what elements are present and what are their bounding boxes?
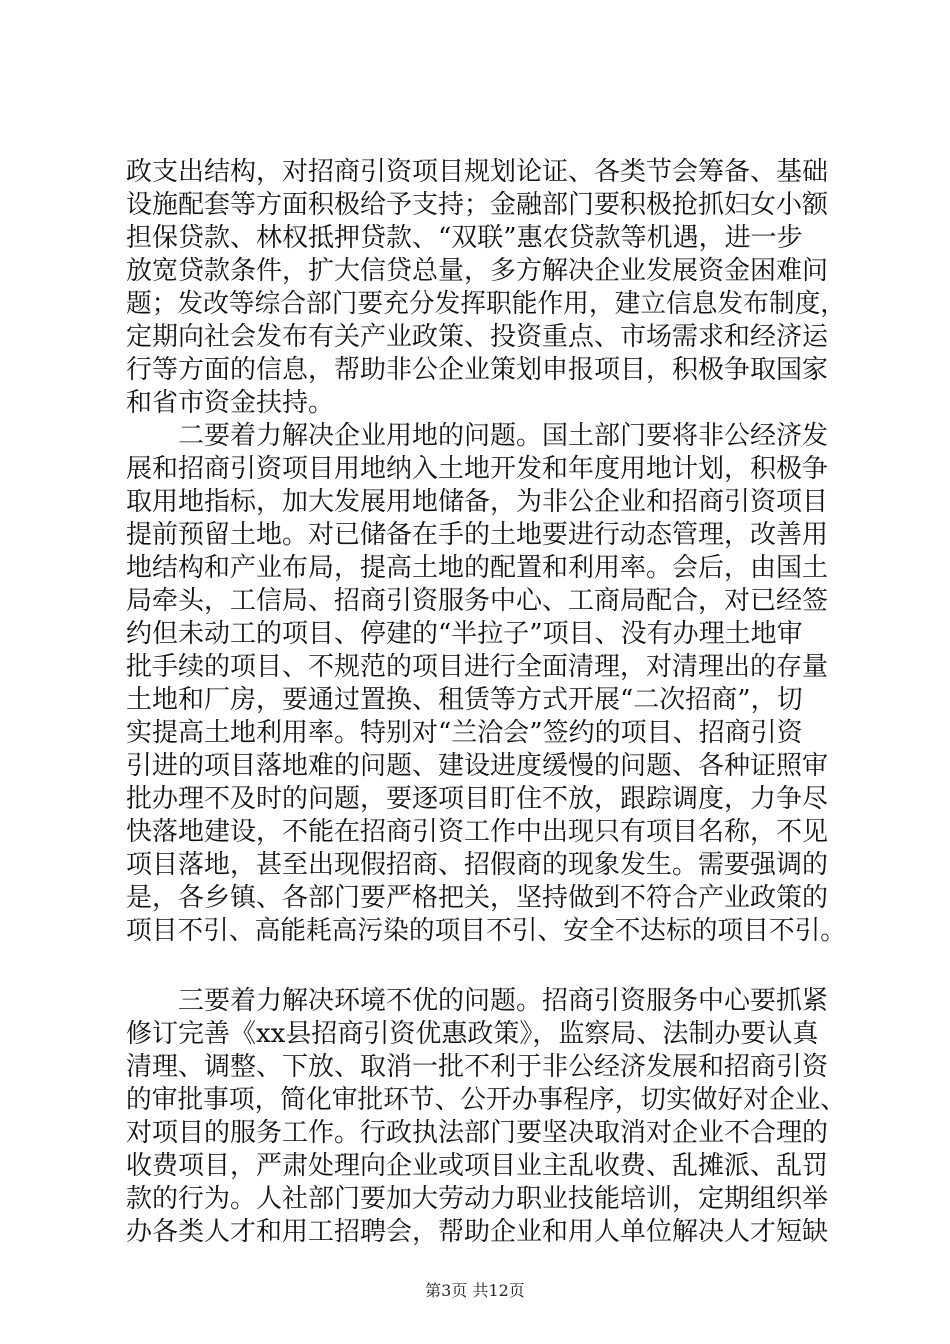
text-line: 是，各乡镇、各部门要严格把关，坚持做到不符合产业政策的: [126, 883, 829, 913]
text-line: 放宽贷款条件，扩大信贷总量，多方解决企业发展资金困难问: [126, 256, 829, 286]
text-line: 担保贷款、林权抵押贷款、“双联”惠农贷款等机遇，进一步: [126, 223, 803, 253]
text-line: 取用地指标，加大发展用地储备，为非公企业和招商引资项目: [126, 487, 829, 517]
text-line: 项目落地，甚至出现假招商、招假商的现象发生。需要强调的: [126, 850, 829, 880]
text-line: 设施配套等方面积极给予支持；金融部门要积极抢抓妇女小额: [126, 190, 829, 220]
text-line: 三要着力解决环境不优的问题。招商引资服务中心要抓紧: [126, 986, 829, 1016]
text-line: 展和招商引资项目用地纳入土地开发和年度用地计划，积极争: [126, 454, 829, 484]
text-line: 的审批事项，简化审批环节、公开办事程序，切实做好对企业、: [126, 1085, 847, 1115]
paragraph-spacer: [126, 948, 846, 985]
text-line: 收费项目，严肃处理向企业或项目业主乱收费、乱摊派、乱罚: [126, 1151, 829, 1181]
text-line: 项目不引、高能耗高污染的项目不引、安全不达标的项目不引。: [126, 916, 847, 946]
page-number-label: 第3页 共12页: [425, 1281, 525, 1300]
page-footer: [0, 1281, 950, 1301]
text-line: 批手续的项目、不规范的项目进行全面清理，对清理出的存量: [126, 652, 829, 682]
text-line: 清理、调整、下放、取消一批不利于非公经济发展和招商引资: [126, 1052, 829, 1082]
text-line: 局牵头，工信局、招商引资服务中心、工商局配合，对已经签: [126, 586, 829, 616]
text-line: 对项目的服务工作。行政执法部门要坚决取消对企业不合理的: [126, 1118, 829, 1148]
text-line: 提前预留土地。对已储备在手的土地要进行动态管理，改善用: [126, 520, 829, 550]
text-line: 行等方面的信息，帮助非公企业策划申报项目，积极争取国家: [126, 355, 829, 385]
text-line: 办各类人才和用工招聘会，帮助企业和用人单位解决人才短缺: [126, 1217, 829, 1247]
text-line: 土地和厂房，要通过置换、租赁等方式开展“二次招商”，切: [126, 685, 803, 715]
text-line: 修订完善《xx县招商引资优惠政策》，监察局、法制办要认真: [126, 1019, 819, 1049]
text-line: 定期向社会发布有关产业政策、投资重点、市场需求和经济运: [126, 322, 829, 352]
text-line: 约但未动工的项目、停建的“半拉子”项目、没有办理土地审: [126, 619, 803, 649]
text-line: 款的行为。人社部门要加大劳动力职业技能培训，定期组织举: [126, 1184, 829, 1214]
text-line: 快落地建设，不能在招商引资工作中出现只有项目名称，不见: [126, 817, 829, 847]
paragraph-block-2: [126, 985, 846, 1249]
document-body: [126, 156, 846, 1249]
text-line: 二要着力解决企业用地的问题。国土部门要将非公经济发: [126, 421, 829, 451]
text-line: 地结构和产业布局，提高土地的配置和利用率。会后，由国土: [126, 553, 829, 583]
paragraph-block-1: [126, 156, 846, 948]
text-line: 引进的项目落地难的问题、建设进度缓慢的问题、各种证照审: [126, 751, 829, 781]
text-line: 政支出结构，对招商引资项目规划论证、各类节会筹备、基础: [126, 157, 829, 187]
text-line: 批办理不及时的问题，要逐项目盯住不放，跟踪调度，力争尽: [126, 784, 829, 814]
text-line: 题；发改等综合部门要充分发挥职能作用，建立信息发布制度，: [126, 289, 847, 319]
text-line: 和省市资金扶持。: [126, 388, 335, 418]
text-line: 实提高土地利用率。特别对“兰洽会”签约的项目、招商引资: [126, 718, 803, 748]
